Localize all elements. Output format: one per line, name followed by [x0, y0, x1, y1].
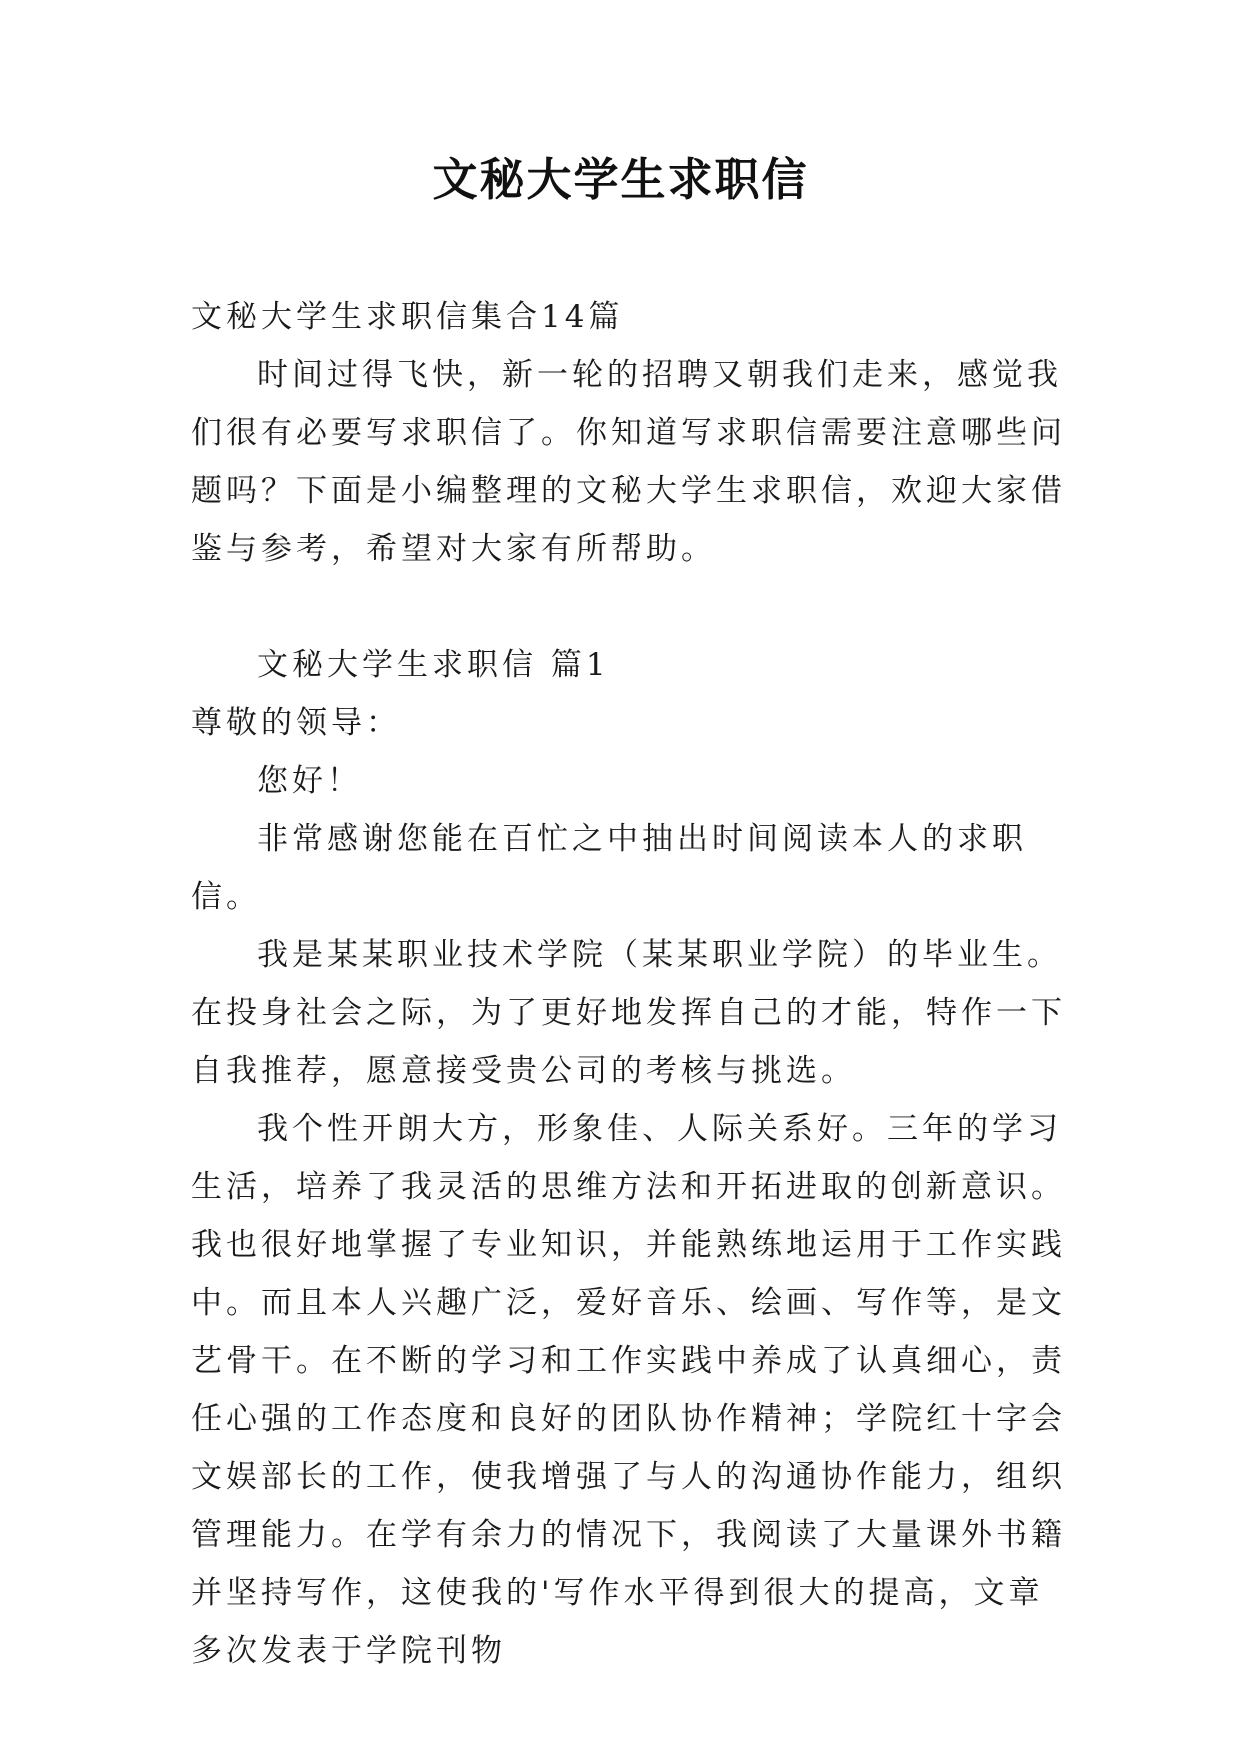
body-paragraph: 我个性开朗大方，形象佳、人际关系好。三年的学习生活，培养了我灵活的思维方法和开拓进取的创新意识。我也很好地掌握了专业知识，并能熟练地运用于工作实践中。而且本人兴趣广泛，爱好音乐、绘画、写作等，是文艺骨干。在不断的学习和工作实践中养成了认真细心，责任心强的工作态度和良好的团队协作精神；学院红十字会文娱部长的工作，使我增强了与人的沟通协作能力，组织管理能力。在学有余力的情况下，我阅读了大量课外书籍并坚持写作，这使我的'写作水平得到很大的提高，文章多次发表于学院刊物 [191, 1111, 1066, 1669]
document-subtitle: 文秘大学生求职信集合14篇 [191, 299, 624, 335]
intro-paragraph: 时间过得飞快，新一轮的招聘又朝我们走来，感觉我们很有必要写求职信了。你知道写求职信需要注意哪些问题吗？下面是小编整理的文秘大学生求职信，欢迎大家借鉴与参考，希望对大家有所帮助。 [191, 357, 1066, 567]
document-body [191, 288, 1071, 1680]
salutation: 尊敬的领导： [191, 705, 401, 741]
body-paragraph: 我是某某职业技术学院（某某职业学院）的毕业生。在投身社会之际，为了更好地发挥自己的才能，特作一下自我推荐，愿意接受贵公司的考核与挑选。 [191, 937, 1066, 1089]
body-paragraph: 非常感谢您能在百忙之中抽出时间阅读本人的求职信。 [191, 821, 1027, 915]
section-heading: 文秘大学生求职信 篇1 [257, 647, 610, 683]
greeting: 您好！ [257, 763, 362, 799]
paragraph-spacer [191, 578, 1071, 636]
document-title: 文秘大学生求职信 [432, 153, 809, 206]
